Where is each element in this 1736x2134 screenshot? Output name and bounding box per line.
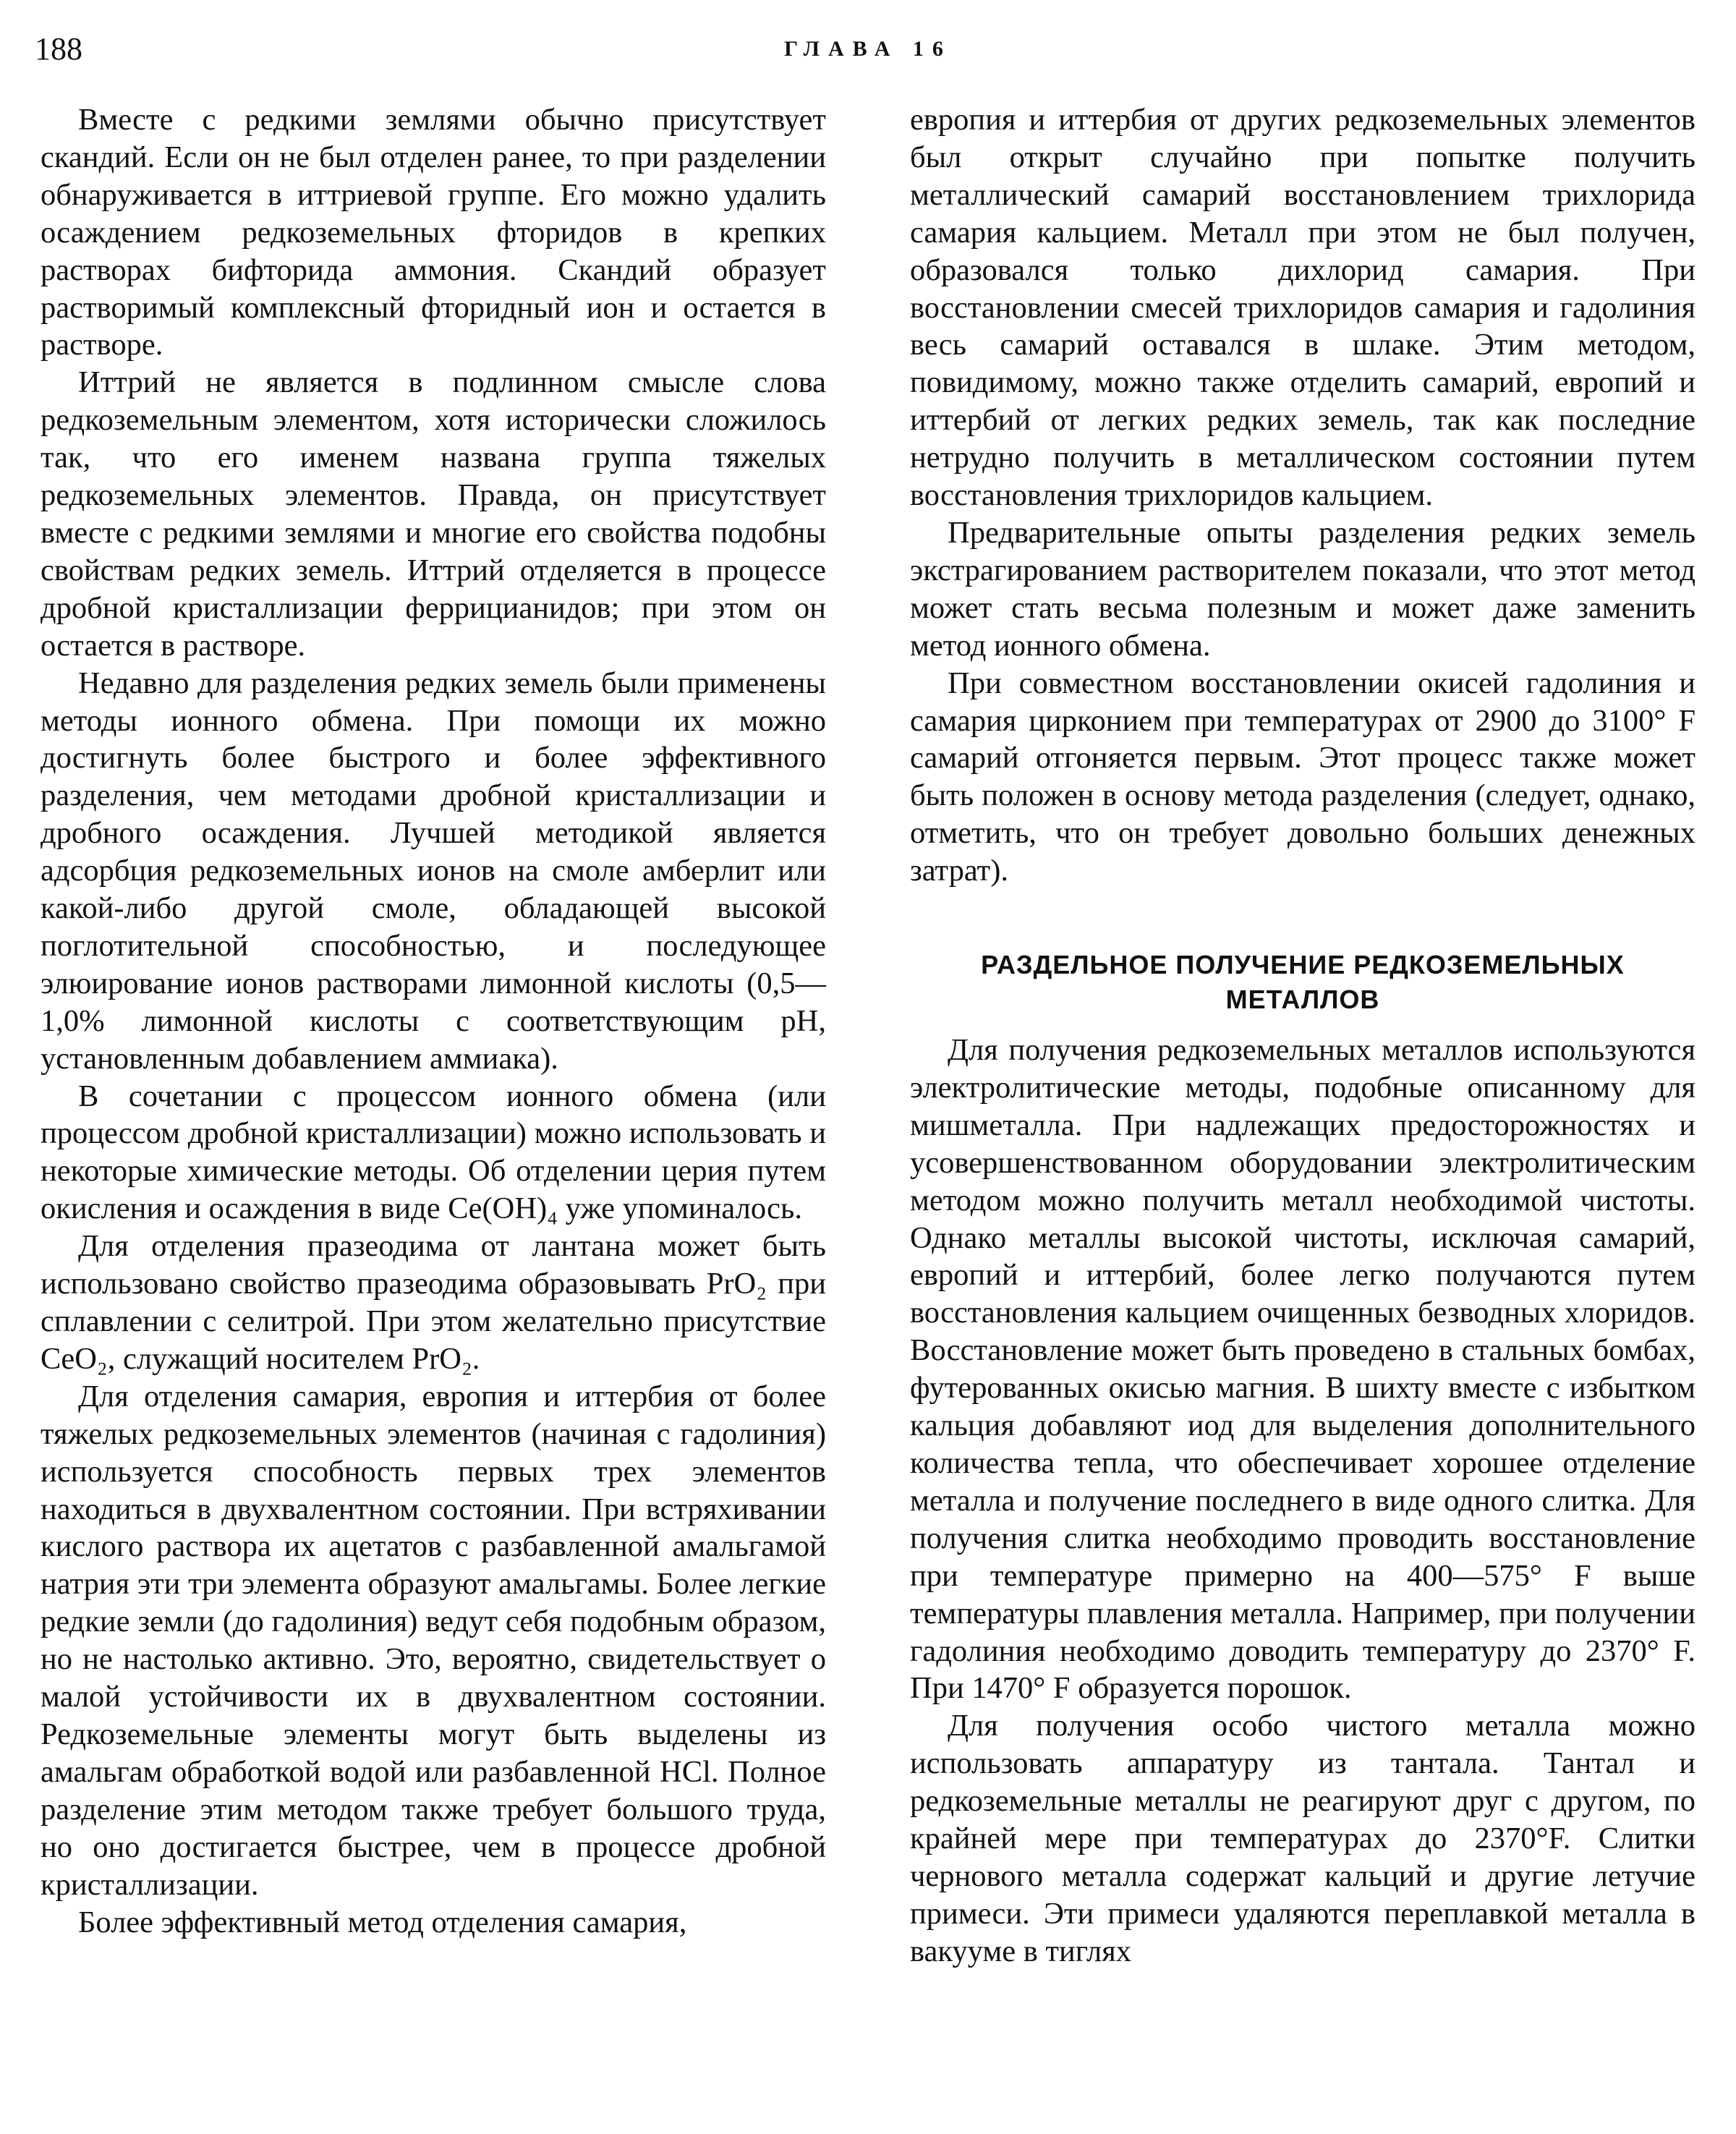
section-heading: РАЗДЕЛЬНОЕ ПОЛУЧЕНИЕ РЕДКОЗЕМЕЛЬНЫХ МЕТАЛЛОВ <box>981 950 1625 1015</box>
paragraph: Для получения особо чистого металла можно использовать аппаратуру из тантала. Тантал и редкоземельные металлы не реагируют друг с другом, по крайней мере при температурах до 2370°F. Слитки чернового металла содержат кальций и другие летучие примеси. Эти примеси удаляются переплавкой металла в вакууме в тиглях <box>910 1709 1695 1968</box>
paragraph: При совместном восстановлении окисей гадолиния и самария цирконием при температурах от 2900 до 3100° F самарий отгоняется первым. Этот процесс также может быть положен в основу метода разделения (следует, однако, отметить, что он требует довольно больших денежных затрат). <box>910 666 1695 888</box>
paragraph: Для получения редкоземельных металлов используются электролитические методы, подобные описанному для мишметалла. При надлежащих предосторожностях и усовершенствованном оборудовании электролитическим методом можно получить металл необходимой чистоты. Однако металлы высокой чистоты, исключая самарий, европий и иттербий, более легко получаются путем восстановления кальцием очищенных безводных хлоридов. Восстановление может быть проведено в стальных бомбах, футерованных окисью магния. В шихту вместе с избытком кальция добавляют иод для выделения дополнительного количества тепла, что обеспечивает хорошее отделение металла и получение последнего в виде одного слитка. Для получения слитка необходимо проводить восстановление при температуре примерно на 400—575° F выше температуры плавления металла. Например, при получении гадолиния необходимо доводить температуру до 2370° F. При 1470° F образуется порошок. <box>910 1033 1695 1706</box>
right-column <box>910 101 1695 1971</box>
paragraph: Недавно для разделения редких земель были применены методы ионного обмена. При помощи их можно достигнуть более быстрого и более эффективного разделения, чем методами дробной кристаллизации и дробного осаждения. Лучшей методикой является адсорбция редкоземельных ионов на смоле амберлит или какой-либо другой смоле, обладающей высокой поглотительной способностью, и последующее элюирование ионов растворами лимонной кислоты (0,5—1,0% лимонной кислоты с соответствующим pH, установленным добавлением аммиака). <box>41 666 826 1076</box>
paragraph: Более эффективный метод отделения самария, <box>78 1905 687 1939</box>
paragraph: Для отделения самария, европия и иттербия от более тяжелых редкоземельных элементов (начиная с гадолиния) используется способность первых трех элементов находиться в двухвалентном состоянии. При встряхивании кислого раствора их ацетатов с разбавленной амальгамой натрия эти три элемента образуют амальгамы. Более легкие редкие земли (до гадолиния) ведут себя подобным образом, но не настолько активно. Это, вероятно, свидетельствует о малой устойчивости их в двухвалентном состоянии. Редкоземельные элементы могут быть выделены из амальгам обработкой водой или разбавленной HCl. Полное разделение этим методом также требует большого труда, но оно достигается быстрее, чем в процессе дробной кристаллизации. <box>41 1379 826 1902</box>
paragraph: Предварительные опыты разделения редких земель экстрагированием растворителем показали, что этот метод может стать весьма полезным и может даже заменить метод ионного обмена. <box>910 515 1695 663</box>
paragraph: Иттрий не является в подлинном смысле слова редкоземельным элементом, хотя исторически сложилось так, что его именем названа группа тяжелых редкоземельных элементов. Правда, он присутствует вместе с редкими землями и многие его свойства подобны свойствам редких земель. Иттрий отделяется в процессе дробной кристаллизации феррицианидов; при этом он остается в растворе. <box>41 365 826 663</box>
page-header <box>35 27 1701 71</box>
paragraph: Вместе с редкими землями обычно присутствует скандий. Если он не был отделен ранее, то при разделении обнаруживается в иттриевой группе. Его можно удалить осаждением редкоземельных фторидов в крепких растворах бифторида аммония. Скандий образует растворимый комплексный фторидный ион и остается в растворе. <box>41 103 826 362</box>
left-column <box>41 101 826 1941</box>
page-number: 188 <box>35 31 82 67</box>
paragraph: В сочетании с процессом ионного обмена (или процессом дробной кристаллизации) можно использовать и некоторые химические методы. Об отделении церия путем окисления и осаждения в виде Ce(OH)₄ уже упоминалось. <box>41 1079 826 1226</box>
continued-paragraph: европия и иттербия от других редкоземельных элементов был открыт случайно при попытке получить металлический самарий восстановлением трихлорида самария кальцием. Металл при этом не был получен, образовался только дихлорид самария. При восстановлении смесей трихлоридов самария и гадолиния весь самарий оставался в шлаке. Этим методом, повидимому, можно также отделить самарий, европий и иттербий от легких редких земель, так как последние нетрудно получить в металлическом состоянии путем восстановления трихлоридов кальцием. <box>910 103 1695 513</box>
running-head: ГЛАВА 16 <box>784 37 952 61</box>
paragraph: Для отделения празеодима от лантана может быть использовано свойство празеодима образовывать PrO₂ при сплавлении с селитрой. При этом желательно присутствие CeO₂, служащий носителем PrO₂. <box>41 1229 826 1376</box>
